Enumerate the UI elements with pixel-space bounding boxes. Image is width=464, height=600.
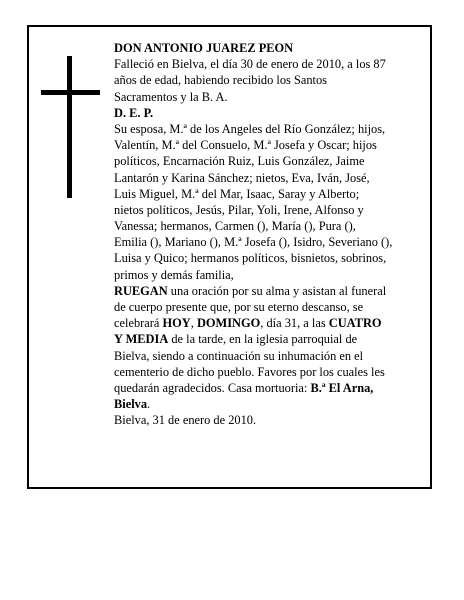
obituary-text xyxy=(114,40,426,429)
family-line: Emilia (), Mariano (), M.ª Josefa (), Isidro, Severiano (), xyxy=(114,235,393,250)
service-line: Bielva, siendo a continuación su inhumación en el xyxy=(114,348,364,363)
family-line: primos y demás familia, xyxy=(114,267,234,282)
intro-line: años de edad, habiendo recibido los Santos xyxy=(114,73,328,88)
cuatro-text: CUATRO xyxy=(328,316,382,331)
y-media-text: Y MEDIA xyxy=(114,332,169,347)
deceased-name: DON ANTONIO JUAREZ PEON xyxy=(114,41,294,55)
intro-line: Falleció en Bielva, el día 30 de enero de 2010, a los 87 xyxy=(114,57,386,72)
dep-heading: D. E. P. xyxy=(114,105,154,120)
service-line: cementerio de dicho pueblo. Favores por los cuales les xyxy=(114,364,385,379)
casa-mortuoria: B.ª El Arna, xyxy=(310,380,374,395)
service-line: quedarán agradecidos. Casa mortuoria: B.ª El Arna, xyxy=(114,380,374,395)
family-line: Luis Miguel, M.ª del Mar, Isaac, Saray y Alberto; xyxy=(114,186,360,201)
family-line: Lantarón y Karina Sánchez; nietos, Eva, Iván, José, xyxy=(114,170,370,185)
domingo-text: DOMINGO xyxy=(196,316,261,331)
ruegan-line: RUEGAN una oración por su alma y asistan al funeral xyxy=(114,283,387,298)
family-line: Su esposa, M.ª de los Angeles del Río González; hijos, xyxy=(114,121,386,136)
service-line: celebrará HOY, DOMINGO, día 31, a las CUATRO xyxy=(114,316,382,331)
hoy-text: HOY xyxy=(162,316,191,331)
cross-horizontal-bar xyxy=(41,90,100,95)
service-line: de cuerpo presente que, por su eterno descanso, se xyxy=(114,300,364,314)
family-line: nietos políticos, Jesús, Pilar, Yoli, Irene, Alfonso y xyxy=(114,202,364,217)
family-line: Vanessa; hermanos, Carmen (), María (), Pura (), xyxy=(114,219,356,234)
intro-line: Sacramentos y la B. A. xyxy=(114,89,228,104)
family-line: Valentín, M.ª del Consuelo, M.ª Josefa y Oscar; hijos xyxy=(114,138,377,153)
cross-icon xyxy=(41,56,101,198)
bielva-bold: Bielva xyxy=(114,397,148,412)
family-line: políticos, Encarnación Ruiz, Luis González, Jaime xyxy=(114,154,365,169)
family-line: Luisa y Quico; hermanos políticos, bisnietos, sobrinos, xyxy=(114,251,387,266)
closing-date: Bielva, 31 de enero de 2010. xyxy=(114,413,257,428)
service-line: Bielva. xyxy=(114,397,151,412)
cross-vertical-bar xyxy=(67,56,72,198)
obituary-frame xyxy=(27,25,432,489)
ruegan-word: RUEGAN xyxy=(114,283,168,298)
service-line: Y MEDIA de la tarde, en la iglesia parroquial de xyxy=(114,332,358,347)
